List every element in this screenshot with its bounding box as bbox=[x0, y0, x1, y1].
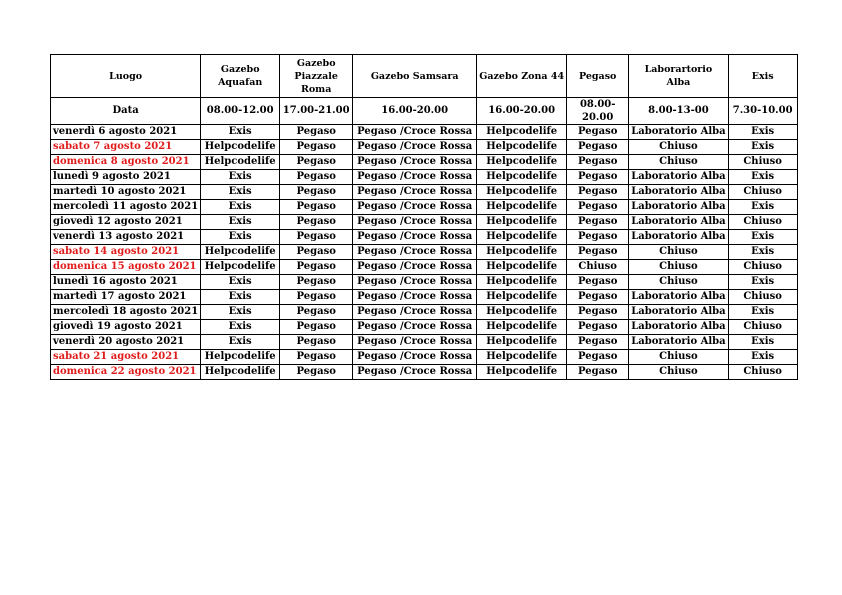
assignment-cell: Helpcodelife bbox=[477, 230, 567, 245]
assignment-cell: Pegaso bbox=[280, 335, 353, 350]
assignment-cell: Pegaso /Croce Rossa bbox=[353, 230, 477, 245]
assignment-cell: Laboratorio Alba bbox=[629, 230, 728, 245]
assignment-cell: Laboratorio Alba bbox=[629, 290, 728, 305]
assignment-cell: Pegaso bbox=[280, 350, 353, 365]
assignment-cell: Exis bbox=[201, 290, 280, 305]
date-cell: mercoledì 11 agosto 2021 bbox=[51, 200, 201, 215]
assignment-cell: Pegaso bbox=[280, 140, 353, 155]
assignment-cell: Exis bbox=[201, 215, 280, 230]
assignment-cell: Laboratorio Alba bbox=[629, 200, 728, 215]
date-cell: venerdì 20 agosto 2021 bbox=[51, 335, 201, 350]
schedule-table bbox=[50, 54, 798, 380]
assignment-cell: Pegaso /Croce Rossa bbox=[353, 320, 477, 335]
table-row bbox=[51, 245, 798, 260]
table-row bbox=[51, 230, 798, 245]
assignment-cell: Helpcodelife bbox=[477, 290, 567, 305]
assignment-cell: Pegaso bbox=[567, 365, 629, 380]
date-cell: venerdì 6 agosto 2021 bbox=[51, 125, 201, 140]
date-cell: sabato 14 agosto 2021 bbox=[51, 245, 201, 260]
table-row bbox=[51, 140, 798, 155]
assignment-cell: Pegaso /Croce Rossa bbox=[353, 290, 477, 305]
assignment-cell: Helpcodelife bbox=[477, 170, 567, 185]
time-cell: 16.00-20.00 bbox=[477, 98, 567, 125]
column-header: Gazebo Zona 44 bbox=[477, 55, 567, 98]
assignment-cell: Helpcodelife bbox=[477, 125, 567, 140]
assignment-cell: Pegaso bbox=[567, 275, 629, 290]
table-row bbox=[51, 125, 798, 140]
assignment-cell: Helpcodelife bbox=[477, 365, 567, 380]
column-header: Exis bbox=[728, 55, 797, 98]
time-cell: 08.00-12.00 bbox=[201, 98, 280, 125]
assignment-cell: Pegaso /Croce Rossa bbox=[353, 125, 477, 140]
assignment-cell: Pegaso /Croce Rossa bbox=[353, 350, 477, 365]
assignment-cell: Chiuso bbox=[728, 185, 797, 200]
date-cell: venerdì 13 agosto 2021 bbox=[51, 230, 201, 245]
table-row bbox=[51, 185, 798, 200]
column-header: Pegaso bbox=[567, 55, 629, 98]
time-cell: 08.00-20.00 bbox=[567, 98, 629, 125]
assignment-cell: Laboratorio Alba bbox=[629, 125, 728, 140]
date-cell: lunedì 9 agosto 2021 bbox=[51, 170, 201, 185]
assignment-cell: Laboratorio Alba bbox=[629, 185, 728, 200]
assignment-cell: Pegaso bbox=[567, 290, 629, 305]
assignment-cell: Chiuso bbox=[728, 320, 797, 335]
date-cell: domenica 8 agosto 2021 bbox=[51, 155, 201, 170]
table-row bbox=[51, 350, 798, 365]
assignment-cell: Exis bbox=[201, 170, 280, 185]
table-row bbox=[51, 215, 798, 230]
assignment-cell: Laboratorio Alba bbox=[629, 305, 728, 320]
assignment-cell: Pegaso bbox=[567, 170, 629, 185]
date-cell: martedì 10 agosto 2021 bbox=[51, 185, 201, 200]
assignment-cell: Helpcodelife bbox=[477, 140, 567, 155]
assignment-cell: Chiuso bbox=[728, 365, 797, 380]
date-cell: lunedì 16 agosto 2021 bbox=[51, 275, 201, 290]
assignment-cell: Helpcodelife bbox=[477, 185, 567, 200]
assignment-cell: Chiuso bbox=[728, 260, 797, 275]
assignment-cell: Pegaso bbox=[567, 200, 629, 215]
assignment-cell: Pegaso bbox=[567, 350, 629, 365]
assignment-cell: Exis bbox=[201, 125, 280, 140]
assignment-cell: Chiuso bbox=[629, 350, 728, 365]
assignment-cell: Chiuso bbox=[629, 245, 728, 260]
assignment-cell: Laboratorio Alba bbox=[629, 320, 728, 335]
table-row bbox=[51, 260, 798, 275]
luogo-header: Luogo bbox=[51, 55, 201, 98]
assignment-cell: Helpcodelife bbox=[201, 140, 280, 155]
assignment-cell: Pegaso bbox=[567, 125, 629, 140]
assignment-cell: Chiuso bbox=[629, 140, 728, 155]
date-cell: domenica 15 agosto 2021 bbox=[51, 260, 201, 275]
assignment-cell: Helpcodelife bbox=[477, 260, 567, 275]
assignment-cell: Pegaso bbox=[280, 215, 353, 230]
assignment-cell: Chiuso bbox=[629, 260, 728, 275]
assignment-cell: Pegaso /Croce Rossa bbox=[353, 170, 477, 185]
date-cell: giovedì 12 agosto 2021 bbox=[51, 215, 201, 230]
table-row bbox=[51, 155, 798, 170]
assignment-cell: Chiuso bbox=[728, 155, 797, 170]
assignment-cell: Pegaso bbox=[567, 140, 629, 155]
date-cell: domenica 22 agosto 2021 bbox=[51, 365, 201, 380]
assignment-cell: Pegaso bbox=[567, 320, 629, 335]
assignment-cell: Pegaso bbox=[280, 305, 353, 320]
table-row bbox=[51, 365, 798, 380]
assignment-cell: Chiuso bbox=[629, 365, 728, 380]
assignment-cell: Pegaso bbox=[567, 230, 629, 245]
date-cell: sabato 7 agosto 2021 bbox=[51, 140, 201, 155]
assignment-cell: Pegaso bbox=[280, 320, 353, 335]
table-row bbox=[51, 290, 798, 305]
assignment-cell: Exis bbox=[728, 305, 797, 320]
assignment-cell: Exis bbox=[201, 305, 280, 320]
assignment-cell: Helpcodelife bbox=[201, 350, 280, 365]
assignment-cell: Pegaso /Croce Rossa bbox=[353, 140, 477, 155]
assignment-cell: Pegaso /Croce Rossa bbox=[353, 200, 477, 215]
assignment-cell: Helpcodelife bbox=[477, 320, 567, 335]
assignment-cell: Pegaso bbox=[280, 290, 353, 305]
table-row bbox=[51, 275, 798, 290]
assignment-cell: Helpcodelife bbox=[477, 275, 567, 290]
assignment-cell: Pegaso /Croce Rossa bbox=[353, 305, 477, 320]
assignment-cell: Chiuso bbox=[629, 275, 728, 290]
header-row bbox=[51, 55, 798, 98]
assignment-cell: Pegaso bbox=[280, 260, 353, 275]
assignment-cell: Exis bbox=[201, 275, 280, 290]
assignment-cell: Chiuso bbox=[728, 290, 797, 305]
assignment-cell: Pegaso bbox=[280, 365, 353, 380]
assignment-cell: Exis bbox=[201, 200, 280, 215]
assignment-cell: Pegaso /Croce Rossa bbox=[353, 215, 477, 230]
table-row bbox=[51, 200, 798, 215]
assignment-cell: Helpcodelife bbox=[477, 350, 567, 365]
assignment-cell: Pegaso bbox=[567, 185, 629, 200]
assignment-cell: Exis bbox=[728, 200, 797, 215]
assignment-cell: Exis bbox=[728, 335, 797, 350]
assignment-cell: Laboratorio Alba bbox=[629, 215, 728, 230]
assignment-cell: Pegaso bbox=[280, 275, 353, 290]
assignment-cell: Exis bbox=[728, 230, 797, 245]
column-header: Gazebo Aquafan bbox=[201, 55, 280, 98]
assignment-cell: Helpcodelife bbox=[201, 155, 280, 170]
table-row bbox=[51, 305, 798, 320]
table-row bbox=[51, 320, 798, 335]
assignment-cell: Pegaso /Croce Rossa bbox=[353, 275, 477, 290]
assignment-cell: Chiuso bbox=[567, 260, 629, 275]
assignment-cell: Exis bbox=[728, 275, 797, 290]
assignment-cell: Exis bbox=[728, 245, 797, 260]
assignment-cell: Helpcodelife bbox=[477, 305, 567, 320]
assignment-cell: Pegaso bbox=[280, 185, 353, 200]
assignment-cell: Helpcodelife bbox=[477, 245, 567, 260]
column-header: Gazebo Samsara bbox=[353, 55, 477, 98]
assignment-cell: Helpcodelife bbox=[201, 260, 280, 275]
assignment-cell: Exis bbox=[728, 350, 797, 365]
data-header: Data bbox=[51, 98, 201, 125]
assignment-cell: Pegaso /Croce Rossa bbox=[353, 365, 477, 380]
assignment-cell: Pegaso bbox=[280, 230, 353, 245]
assignment-cell: Exis bbox=[201, 230, 280, 245]
column-header: Gazebo Piazzale Roma bbox=[280, 55, 353, 98]
assignment-cell: Chiuso bbox=[629, 155, 728, 170]
assignment-cell: Exis bbox=[201, 320, 280, 335]
assignment-cell: Pegaso /Croce Rossa bbox=[353, 245, 477, 260]
assignment-cell: Pegaso /Croce Rossa bbox=[353, 155, 477, 170]
assignment-cell: Pegaso bbox=[280, 245, 353, 260]
assignment-cell: Pegaso bbox=[567, 305, 629, 320]
time-cell: 7.30-10.00 bbox=[728, 98, 797, 125]
assignment-cell: Exis bbox=[728, 140, 797, 155]
assignment-cell: Pegaso bbox=[280, 170, 353, 185]
column-header: Laborartorio Alba bbox=[629, 55, 728, 98]
date-cell: sabato 21 agosto 2021 bbox=[51, 350, 201, 365]
table-row bbox=[51, 170, 798, 185]
assignment-cell: Exis bbox=[728, 125, 797, 140]
date-cell: giovedì 19 agosto 2021 bbox=[51, 320, 201, 335]
assignment-cell: Pegaso bbox=[280, 155, 353, 170]
table-row bbox=[51, 335, 798, 350]
assignment-cell: Pegaso bbox=[280, 200, 353, 215]
assignment-cell: Pegaso bbox=[567, 215, 629, 230]
assignment-cell: Laboratorio Alba bbox=[629, 170, 728, 185]
assignment-cell: Helpcodelife bbox=[477, 200, 567, 215]
assignment-cell: Pegaso bbox=[567, 245, 629, 260]
assignment-cell: Pegaso bbox=[280, 125, 353, 140]
time-cell: 16.00-20.00 bbox=[353, 98, 477, 125]
assignment-cell: Exis bbox=[201, 335, 280, 350]
assignment-cell: Pegaso /Croce Rossa bbox=[353, 260, 477, 275]
assignment-cell: Helpcodelife bbox=[201, 365, 280, 380]
times-row bbox=[51, 98, 798, 125]
assignment-cell: Pegaso bbox=[567, 335, 629, 350]
assignment-cell: Chiuso bbox=[728, 215, 797, 230]
assignment-cell: Pegaso bbox=[567, 155, 629, 170]
assignment-cell: Pegaso /Croce Rossa bbox=[353, 335, 477, 350]
assignment-cell: Helpcodelife bbox=[201, 245, 280, 260]
assignment-cell: Helpcodelife bbox=[477, 215, 567, 230]
assignment-cell: Laboratorio Alba bbox=[629, 335, 728, 350]
assignment-cell: Pegaso /Croce Rossa bbox=[353, 185, 477, 200]
assignment-cell: Exis bbox=[201, 185, 280, 200]
date-cell: mercoledì 18 agosto 2021 bbox=[51, 305, 201, 320]
time-cell: 17.00-21.00 bbox=[280, 98, 353, 125]
assignment-cell: Exis bbox=[728, 170, 797, 185]
date-cell: martedì 17 agosto 2021 bbox=[51, 290, 201, 305]
time-cell: 8.00-13-00 bbox=[629, 98, 728, 125]
assignment-cell: Helpcodelife bbox=[477, 335, 567, 350]
assignment-cell: Helpcodelife bbox=[477, 155, 567, 170]
